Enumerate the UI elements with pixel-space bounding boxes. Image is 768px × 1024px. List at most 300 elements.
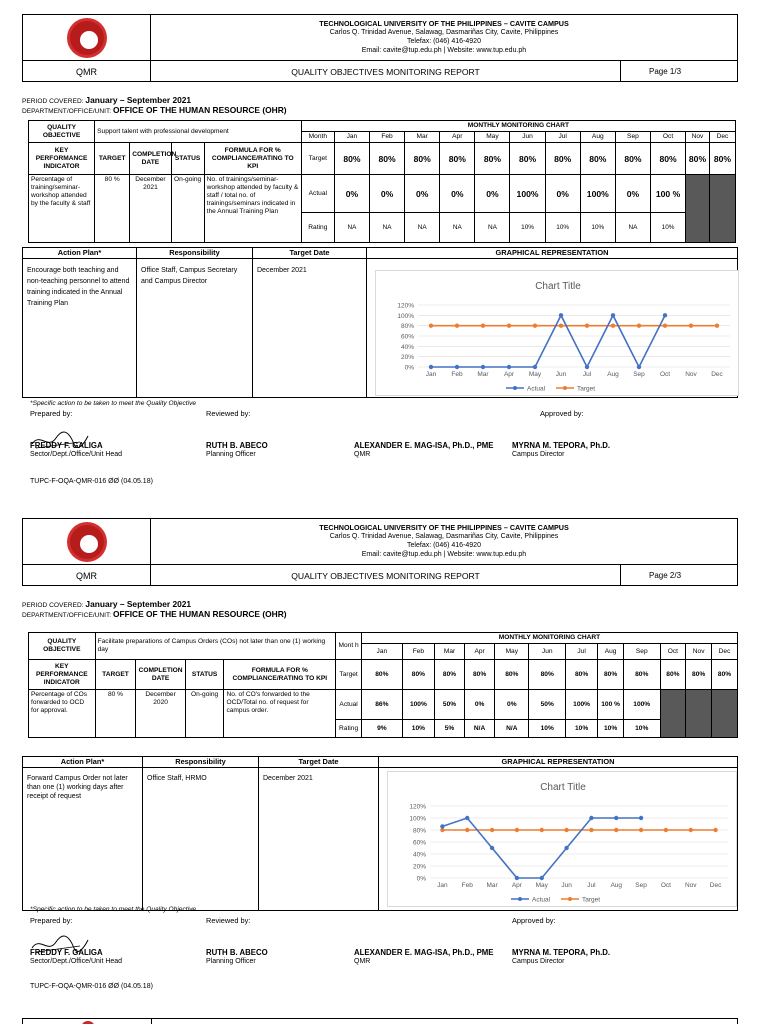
target-data-point: [559, 323, 563, 327]
header-info: [151, 519, 737, 565]
x-tick-label: Jul: [587, 882, 596, 889]
completion-header: COMPLETION DATE: [136, 660, 185, 690]
actual-data-point: [440, 824, 444, 828]
rating-cell: N/A: [495, 720, 529, 738]
month-nov: Nov: [686, 132, 710, 143]
y-tick-label: 40%: [400, 343, 414, 351]
target-date-header: Target Date: [253, 248, 367, 259]
legend-marker: [513, 386, 517, 390]
formula-text: No. of trainings/seminar-workshop attended by faculty & staff / total no. of trainings/seminars indicated in the Annual Training Plan: [204, 175, 301, 243]
rating-cell: NA: [475, 213, 510, 243]
monitoring-table: [28, 120, 736, 243]
month-aug: Aug: [580, 132, 615, 143]
kpi-text: Percentage of COs forwarded to OCD for approval.: [29, 690, 96, 738]
actual-data-point: [637, 365, 641, 369]
rating-cell: 5%: [435, 720, 465, 738]
rating-cell: 10%: [510, 213, 545, 243]
target-cell: 80%: [623, 660, 660, 690]
month-header: Mont h: [336, 633, 362, 660]
qmr-label: QMR: [23, 61, 151, 82]
rating-cell: 10%: [650, 213, 685, 243]
x-tick-label: Mar: [477, 371, 489, 378]
actual-cell: 0%: [615, 175, 650, 213]
target-cell: 80%: [435, 660, 465, 690]
contact: Email: cavite@tup.edu.ph | Website: www.tup.edu.ph: [361, 551, 527, 558]
x-tick-label: Apr: [511, 882, 522, 889]
target-data-point: [689, 828, 693, 832]
actual-cell: 100%: [580, 175, 615, 213]
signatory-role: QMR: [354, 958, 371, 965]
actual-cell: 100%: [623, 690, 660, 720]
actual-data-point: [585, 365, 589, 369]
actual-data-point: [639, 816, 643, 820]
actual-cell: 100 %: [650, 175, 685, 213]
empty-cell-oct: [660, 690, 686, 738]
signatory-name: MYRNA M. TEPORA, Ph.D.: [512, 948, 611, 957]
chart-title: Chart Title: [535, 281, 581, 292]
rating-cell: NA: [369, 213, 404, 243]
signatory-role: Sector/Dept./Office/Unit Head: [30, 451, 123, 458]
target-data-point: [663, 323, 667, 327]
reviewed-by-label: Reviewed by:: [206, 409, 251, 418]
action-plan-header: Action Plan*: [23, 248, 137, 259]
y-tick-label: 20%: [412, 863, 426, 871]
target-header: TARGET: [95, 143, 130, 175]
legend-label: Actual: [532, 896, 551, 904]
target-data-point: [481, 323, 485, 327]
target-cell: 80%: [580, 143, 615, 175]
period-label: PERIOD COVERED:: [22, 602, 84, 609]
dept-value: OFFICE OF THE HUMAN RESOURCE (OHR): [112, 105, 287, 115]
rating-cell: NA: [615, 213, 650, 243]
target-cell: 80%: [712, 660, 738, 690]
actual-cell: 0%: [405, 175, 440, 213]
x-tick-label: Oct: [659, 371, 671, 378]
rating-cell: NA: [405, 213, 440, 243]
kpi-header: KEY PERFORMANCE INDICATOR: [29, 143, 95, 175]
target-data-point: [429, 323, 433, 327]
target-date-text: December 2021: [253, 259, 367, 397]
month-jan: Jan: [334, 132, 369, 143]
signatory-qmr: [354, 948, 494, 966]
report-title: QUALITY OBJECTIVES MONITORING REPORT: [151, 565, 621, 586]
responsibility-header: Responsibility: [143, 757, 259, 768]
contact: Email: cavite@tup.edu.ph | Website: www.tup.edu.ph: [361, 47, 527, 54]
prepared-by-label: Prepared by:: [30, 916, 73, 925]
signatory-name: FREDDY F. GALIGA: [30, 948, 103, 957]
chart-title: Chart Title: [540, 782, 586, 793]
target-value: 80 %: [95, 690, 136, 738]
actual-data-point: [564, 846, 568, 850]
row-actual-label: Actual: [336, 690, 362, 720]
action-plan-text: Encourage both teaching and non-teaching personnel to attend training indicated in the Annual Training Plan: [23, 259, 137, 397]
actual-cell: 0%: [334, 175, 369, 213]
x-tick-label: Oct: [660, 882, 671, 889]
actual-cell: 0%: [440, 175, 475, 213]
target-cell: 80%: [475, 143, 510, 175]
actual-data-point: [465, 816, 469, 820]
rating-cell: 9%: [361, 720, 402, 738]
prepared-by-label: Prepared by:: [30, 409, 73, 418]
signatory-name: MYRNA M. TEPORA, Ph.D.: [512, 441, 611, 450]
page-number: Page 1/3: [649, 67, 682, 76]
y-tick-label: 20%: [400, 354, 414, 362]
month-jun: Jun: [510, 132, 545, 143]
signatory-name: RUTH B. ABECO: [206, 948, 268, 957]
month-mar: Mar: [435, 644, 465, 660]
y-tick-label: 60%: [400, 333, 414, 341]
rating-cell: 10%: [566, 720, 598, 738]
target-data-point: [611, 323, 615, 327]
target-data-point: [589, 828, 593, 832]
target-date-header: Target Date: [259, 757, 379, 768]
target-data-point: [637, 323, 641, 327]
y-tick-label: 0%: [404, 364, 414, 372]
actual-data-point: [611, 313, 615, 317]
legend-label: Target: [582, 896, 601, 904]
actual-cell: 0%: [465, 690, 495, 720]
actual-data-point: [429, 365, 433, 369]
y-tick-label: 100%: [397, 312, 414, 320]
x-tick-label: Jun: [555, 371, 567, 378]
target-data-point: [664, 828, 668, 832]
x-tick-label: May: [528, 371, 542, 378]
rating-cell: 10%: [580, 213, 615, 243]
actual-cell: 0%: [475, 175, 510, 213]
row-target-label: Target: [301, 143, 334, 175]
legend-label: Target: [577, 385, 596, 393]
responsibility-text: Office Staff, HRMO: [143, 768, 259, 910]
line-chart-1: [376, 271, 740, 397]
target-header: TARGET: [95, 660, 136, 690]
rating-cell: 10%: [623, 720, 660, 738]
actual-data-point: [589, 816, 593, 820]
target-cell: 80%: [686, 660, 712, 690]
actual-cell: 100 %: [598, 690, 624, 720]
target-data-point: [507, 323, 511, 327]
chart-container-1: [375, 270, 739, 396]
row-target-label: Target: [336, 660, 362, 690]
kpi-header: KEY PERFORMANCE INDICATOR: [29, 660, 96, 690]
dept-label: DEPARTMENT/OFFICE/UNIT:: [22, 108, 112, 115]
month-dec: Dec: [712, 644, 738, 660]
month-feb: Feb: [402, 644, 434, 660]
empty-cell-dec: [709, 175, 735, 243]
report-header: [22, 518, 738, 586]
month-sep: Sep: [623, 644, 660, 660]
kpi-text: Percentage of training/seminar-workshop attended by the faculty & staff: [29, 175, 95, 243]
target-cell: 80%: [334, 143, 369, 175]
rating-cell: 10%: [545, 213, 580, 243]
period-block: [22, 96, 287, 116]
target-data-point: [639, 828, 643, 832]
target-data-point: [490, 828, 494, 832]
signatory-role: Sector/Dept./Office/Unit Head: [30, 958, 123, 965]
quality-objective-text: Support talent with professional development: [95, 121, 302, 143]
rating-cell: NA: [440, 213, 475, 243]
month-nov: Nov: [686, 644, 712, 660]
period-block: [22, 600, 287, 620]
target-value: 80 %: [95, 175, 130, 243]
period-label: PERIOD COVERED:: [22, 98, 84, 105]
rating-cell: N/A: [465, 720, 495, 738]
quality-objective-header: QUALITY OBJECTIVE: [29, 121, 95, 143]
signatory-role: QMR: [354, 451, 371, 458]
x-tick-label: Aug: [607, 371, 619, 378]
target-cell: 80%: [529, 660, 566, 690]
empty-cell-dec: [712, 690, 738, 738]
month-apr: Apr: [465, 644, 495, 660]
target-cell: 80%: [686, 143, 710, 175]
x-tick-label: Sep: [635, 882, 647, 889]
graphical-header: GRAPHICAL REPRESENTATION: [379, 757, 737, 768]
month-sep: Sep: [615, 132, 650, 143]
month-oct: Oct: [660, 644, 686, 660]
month-oct: Oct: [650, 132, 685, 143]
month-dec: Dec: [709, 132, 735, 143]
month-may: May: [475, 132, 510, 143]
x-tick-label: Feb: [451, 371, 463, 378]
period-value: January – September 2021: [85, 599, 192, 609]
target-cell: 80%: [495, 660, 529, 690]
x-tick-label: Dec: [711, 371, 723, 378]
formula-header: FORMULA FOR % COMPLIANCE/RATING TO KPI: [224, 660, 336, 690]
signatory-name: ALEXANDER E. MAG-ISA, Ph.D., PME: [354, 441, 494, 450]
month-feb: Feb: [369, 132, 404, 143]
quality-objective-text: Facilitate preparations of Campus Orders (COs) not later than one (1) working day: [95, 633, 336, 660]
target-data-point: [585, 323, 589, 327]
form-code: TUPC-F-OQA-QMR-016 ØØ (04.05.18): [30, 478, 153, 485]
month-apr: Apr: [440, 132, 475, 143]
actual-data-point: [540, 876, 544, 880]
rating-cell: 10%: [598, 720, 624, 738]
x-tick-label: Jun: [561, 882, 572, 889]
signatory-director: [512, 948, 610, 966]
logo-cell: [23, 519, 151, 565]
x-tick-label: Aug: [610, 882, 623, 889]
month-jul: Jul: [545, 132, 580, 143]
actual-data-point: [533, 365, 537, 369]
actual-cell: 100%: [402, 690, 434, 720]
actual-cell: 50%: [435, 690, 465, 720]
legend-label: Actual: [527, 385, 546, 393]
monthly-chart-header: MONTHLY MONITORING CHART: [301, 121, 735, 132]
target-data-point: [515, 828, 519, 832]
actual-data-point: [614, 816, 618, 820]
actual-cell: 0%: [369, 175, 404, 213]
actual-cell: 0%: [545, 175, 580, 213]
target-cell: 80%: [361, 660, 402, 690]
actual-data-point: [490, 846, 494, 850]
completion-value: December 2020: [136, 690, 185, 738]
target-data-point: [540, 828, 544, 832]
target-cell: 80%: [709, 143, 735, 175]
signatory-role: Planning Officer: [206, 958, 256, 965]
status-value: On-going: [171, 175, 204, 243]
monthly-chart-header: MONTHLY MONITORING CHART: [361, 633, 737, 644]
y-tick-label: 40%: [412, 851, 426, 859]
address: Carlos Q. Trinidad Avenue, Salawag, Dasmariñas City, Cavite, Philippines: [329, 29, 559, 36]
action-plan-section: [22, 756, 738, 911]
status-value: On-going: [185, 690, 224, 738]
month-jun: Jun: [529, 644, 566, 660]
rating-cell: NA: [334, 213, 369, 243]
x-tick-label: Dec: [709, 882, 722, 889]
x-tick-label: Feb: [461, 882, 473, 889]
target-cell: 80%: [510, 143, 545, 175]
chart-container-2: [387, 771, 737, 907]
target-cell: 80%: [405, 143, 440, 175]
line-chart-2: [388, 772, 738, 908]
target-cell: 80%: [369, 143, 404, 175]
status-header: STATUS: [171, 143, 204, 175]
rating-cell: 10%: [402, 720, 434, 738]
university-seal-logo: [70, 525, 104, 559]
dept-value: OFFICE OF THE HUMAN RESOURCE (OHR): [112, 609, 287, 619]
approved-by-label: Approved by:: [540, 409, 584, 418]
quality-objective-header: QUALITY OBJECTIVE: [29, 633, 96, 660]
actual-data-point: [455, 365, 459, 369]
signatory-role: Campus Director: [512, 958, 565, 965]
signatory-name: FREDDY F. GALIGA: [30, 441, 103, 450]
address: Carlos Q. Trinidad Avenue, Salawag, Dasmariñas City, Cavite, Philippines: [329, 533, 559, 540]
y-tick-label: 120%: [397, 302, 414, 310]
monitoring-table: [28, 632, 738, 738]
month-jan: Jan: [361, 644, 402, 660]
target-data-point: [689, 323, 693, 327]
empty-cell-nov: [686, 175, 710, 243]
completion-header: COMPLETION DATE: [130, 143, 171, 175]
x-tick-label: May: [535, 882, 548, 889]
signatory-director: [512, 441, 610, 459]
actual-cell: 100%: [566, 690, 598, 720]
y-tick-label: 80%: [400, 323, 414, 331]
signatory-qmr: [354, 441, 494, 459]
qmr-label: QMR: [23, 565, 151, 586]
actual-series-line: [431, 315, 665, 367]
target-data-point: [713, 828, 717, 832]
y-tick-label: 0%: [416, 875, 426, 883]
action-plan-text: Forward Campus Order not later than one (1) working days after receipt of request: [23, 768, 143, 910]
legend-marker: [518, 897, 522, 901]
x-tick-label: Nov: [685, 371, 697, 378]
month-mar: Mar: [405, 132, 440, 143]
report-header: [22, 14, 738, 82]
signatory-planning: [206, 948, 268, 966]
university-seal-logo: [70, 21, 104, 55]
x-tick-label: Nov: [684, 882, 697, 889]
target-data-point: [614, 828, 618, 832]
actual-data-point: [515, 876, 519, 880]
signatory-name: ALEXANDER E. MAG-ISA, Ph.D., PME: [354, 948, 494, 957]
footnote: *Specific action to be taken to meet the Quality Objective: [30, 906, 197, 913]
target-data-point: [715, 323, 719, 327]
target-cell: 80%: [660, 660, 686, 690]
actual-data-point: [507, 365, 511, 369]
month-header: Month: [301, 132, 334, 143]
telefax: Telefax: (046) 416-4920: [407, 38, 481, 45]
actual-cell: 100%: [510, 175, 545, 213]
signatory-head: [30, 948, 122, 966]
actual-data-point: [559, 313, 563, 317]
target-cell: 80%: [545, 143, 580, 175]
period-value: January – September 2021: [85, 95, 192, 105]
rating-cell: 10%: [529, 720, 566, 738]
footnote: *Specific action to be taken to meet the Quality Objective: [30, 400, 197, 407]
dept-label: DEPARTMENT/OFFICE/UNIT:: [22, 612, 112, 619]
header-info: [151, 15, 737, 61]
signatory-head: [30, 441, 122, 459]
actual-data-point: [481, 365, 485, 369]
signatory-planning: [206, 441, 268, 459]
telefax: Telefax: (046) 416-4920: [407, 542, 481, 549]
empty-cell-nov: [686, 690, 712, 738]
graphical-header: GRAPHICAL REPRESENTATION: [367, 248, 737, 259]
page-number: Page 2/3: [649, 571, 682, 580]
actual-data-point: [663, 313, 667, 317]
row-rating-label: Rating: [301, 213, 334, 243]
reviewed-by-label: Reviewed by:: [206, 916, 251, 925]
month-may: May: [495, 644, 529, 660]
report-title: QUALITY OBJECTIVES MONITORING REPORT: [151, 61, 621, 82]
x-tick-label: Jan: [425, 371, 437, 378]
legend-marker: [563, 386, 567, 390]
target-cell: 80%: [465, 660, 495, 690]
completion-value: December 2021: [130, 175, 171, 243]
formula-text: No. of CO's forwarded to the OCD/Total no. of request for campus order.: [224, 690, 336, 738]
target-cell: 80%: [402, 660, 434, 690]
action-plan-header: Action Plan*: [23, 757, 143, 768]
action-plan-section: [22, 247, 738, 398]
x-tick-label: Apr: [503, 371, 515, 378]
formula-header: FORMULA FOR % COMPLIANCE/RATING TO KPI: [204, 143, 301, 175]
x-tick-label: Jan: [437, 882, 448, 889]
actual-cell: 86%: [361, 690, 402, 720]
y-tick-label: 60%: [412, 839, 426, 847]
approved-by-label: Approved by:: [512, 916, 556, 925]
target-cell: 80%: [440, 143, 475, 175]
report-page-3-header-edge: [22, 1018, 738, 1024]
month-aug: Aug: [598, 644, 624, 660]
university-name: TECHNOLOGICAL UNIVERSITY OF THE PHILIPPINES – CAVITE CAMPUS: [319, 19, 569, 28]
y-tick-label: 80%: [412, 827, 426, 835]
signatory-name: RUTH B. ABECO: [206, 441, 268, 450]
x-tick-label: Mar: [486, 882, 498, 889]
target-data-point: [465, 828, 469, 832]
actual-series-line: [442, 818, 641, 878]
target-cell: 80%: [650, 143, 685, 175]
row-rating-label: Rating: [336, 720, 362, 738]
responsibility-header: Responsibility: [137, 248, 253, 259]
responsibility-text: Office Staff, Campus Secretary and Campus Director: [137, 259, 253, 397]
legend-marker: [568, 897, 572, 901]
target-cell: 80%: [598, 660, 624, 690]
status-header: STATUS: [185, 660, 224, 690]
target-cell: 80%: [615, 143, 650, 175]
x-tick-label: Jul: [582, 371, 592, 378]
y-tick-label: 100%: [409, 815, 426, 823]
target-data-point: [564, 828, 568, 832]
month-jul: Jul: [566, 644, 598, 660]
target-date-text: December 2021: [259, 768, 379, 910]
logo-cell: [23, 15, 151, 61]
target-data-point: [533, 323, 537, 327]
signatory-role: Planning Officer: [206, 451, 256, 458]
row-actual-label: Actual: [301, 175, 334, 213]
y-tick-label: 120%: [409, 803, 426, 811]
x-tick-label: Sep: [633, 371, 645, 378]
target-data-point: [455, 323, 459, 327]
